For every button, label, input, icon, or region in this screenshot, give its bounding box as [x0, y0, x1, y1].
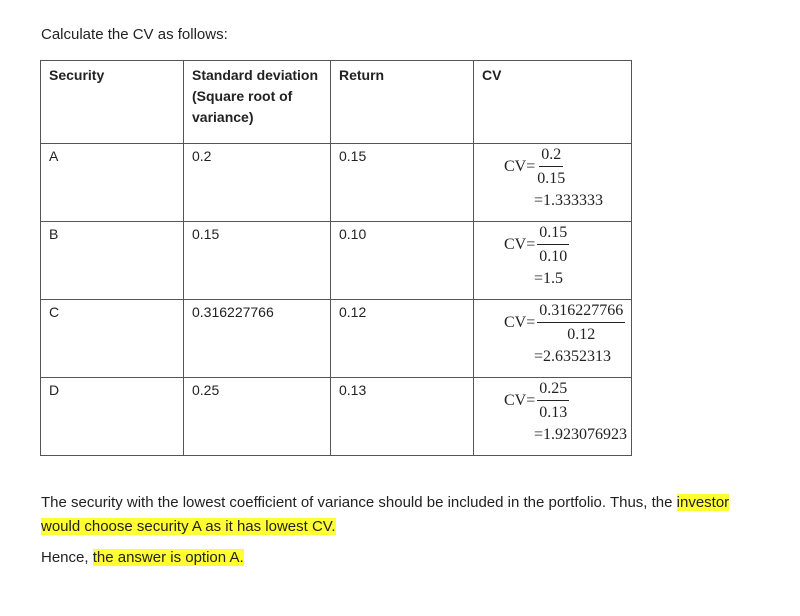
cv-denominator: 0.12 [567, 326, 596, 343]
table-row [41, 378, 632, 456]
cv-formula [504, 302, 627, 344]
answer-text [41, 549, 244, 566]
cell-sd: 0.25 [184, 378, 331, 456]
cv-numerator: 0.15 [537, 224, 569, 245]
header-standard-deviation: Standard deviation (Square root of variance) [184, 61, 331, 144]
cell-return: 0.15 [331, 144, 474, 222]
cell-sd: 0.316227766 [184, 300, 331, 378]
table-header-row [41, 61, 632, 144]
cv-denominator: 0.13 [539, 404, 568, 421]
cv-lhs: CV= [504, 158, 536, 175]
cell-return: 0.12 [331, 300, 474, 378]
cv-numerator: 0.25 [537, 380, 569, 401]
cell-cv [474, 300, 632, 378]
cell-security: B [41, 222, 184, 300]
answer-highlight: the answer is option A. [92, 549, 244, 566]
cv-formula [504, 380, 627, 422]
cell-sd: 0.15 [184, 222, 331, 300]
cv-result: =1.5 [534, 270, 564, 287]
table-row [41, 222, 632, 300]
cell-security: C [41, 300, 184, 378]
cell-cv [474, 222, 632, 300]
header-security: Security [41, 61, 184, 144]
table-row [41, 144, 632, 222]
cv-fraction [537, 146, 565, 188]
cv-lhs: CV= [504, 314, 536, 331]
cell-cv [474, 378, 632, 456]
cell-return: 0.10 [331, 222, 474, 300]
conclusion-highlight: investor would choose security A as it has lowest CV. [41, 494, 730, 535]
cv-table [40, 60, 632, 456]
cv-fraction [537, 380, 569, 422]
cell-security: D [41, 378, 184, 456]
table-row [41, 300, 632, 378]
cv-result: =2.6352313 [534, 348, 612, 365]
cv-formula [504, 224, 627, 266]
cv-fraction [537, 302, 625, 344]
cv-formula [504, 146, 627, 188]
cell-return: 0.13 [331, 378, 474, 456]
cv-denominator: 0.15 [537, 170, 566, 187]
cv-lhs: CV= [504, 392, 536, 409]
cv-denominator: 0.10 [539, 248, 568, 265]
conclusion-text [41, 491, 771, 539]
cv-fraction [537, 224, 569, 266]
cv-lhs: CV= [504, 236, 536, 253]
cv-result: =1.923076923 [534, 426, 628, 443]
answer-plain: Hence, [41, 549, 93, 566]
cv-numerator: 0.2 [539, 146, 563, 167]
cv-result: =1.333333 [534, 192, 604, 209]
header-cv: CV [474, 61, 632, 144]
cell-sd: 0.2 [184, 144, 331, 222]
cell-cv [474, 144, 632, 222]
conclusion-plain: The security with the lowest coefficient of variance should be included in the portfolio. Thus, the [41, 494, 677, 511]
header-return: Return [331, 61, 474, 144]
intro-text: Calculate the CV as follows: [41, 26, 228, 43]
cell-security: A [41, 144, 184, 222]
cv-numerator: 0.316227766 [537, 302, 625, 323]
